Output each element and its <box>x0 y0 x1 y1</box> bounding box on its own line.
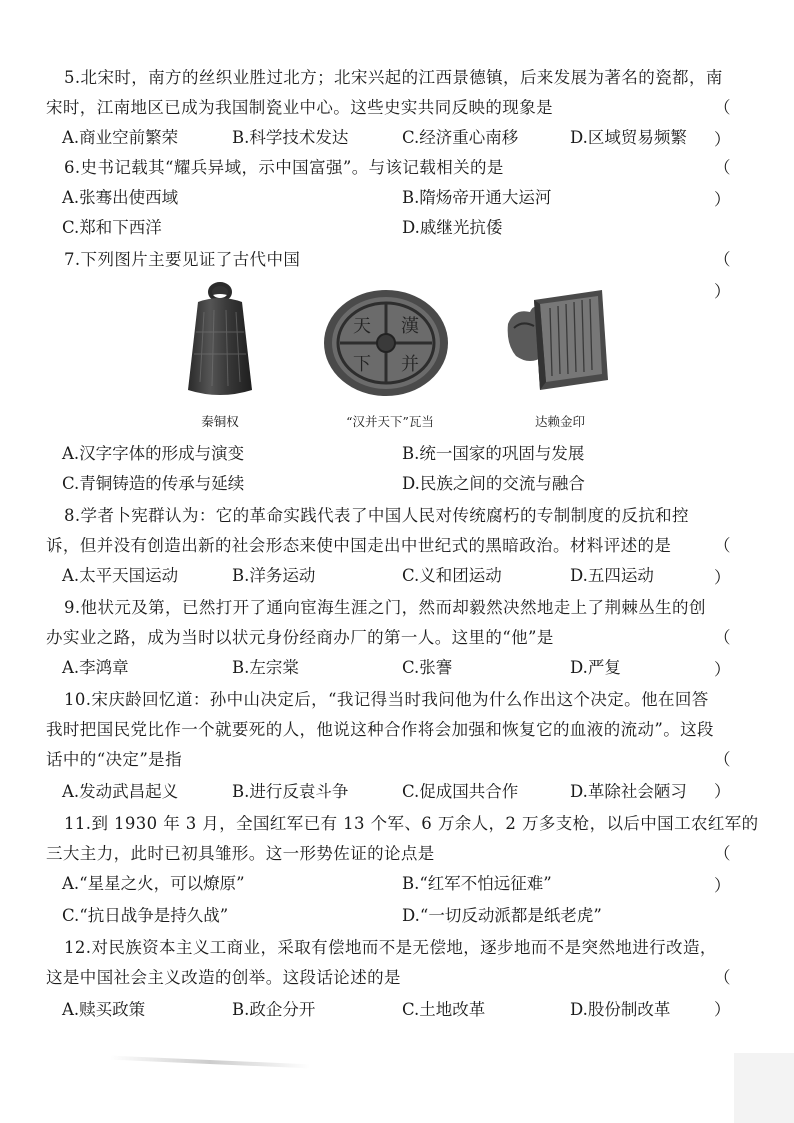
q10-stem-line3: 话中的“决定”是指 <box>46 750 182 769</box>
scan-smudge <box>110 1056 310 1069</box>
q8-stem-line1: 8.学者卜宪群认为：它的革命实践代表了中国人民对传统腐朽的专制制度的反抗和控 <box>64 506 689 525</box>
q10-stem-line1: 10.宋庆龄回忆道：孙中山决定后，“我记得当时我问他为什么作出这个决定。他在回答 <box>64 690 709 709</box>
q10-option-a: A.发动武昌起义 <box>62 782 179 801</box>
q7-option-c: C.青铜铸造的传承与延续 <box>62 474 245 493</box>
q6-option-a: A.张骞出使西域 <box>62 188 179 207</box>
q11-option-b: B.“红军不怕远征难” <box>402 874 552 893</box>
q9-option-c: C.张謇 <box>402 658 453 677</box>
q11-stem-line1: 11.到 1930 年 3 月，全国红军已有 13 个军、6 万余人，2 万多支枪，以后中国工农红军的 <box>64 814 759 833</box>
qin-bronze-weight-image <box>180 282 260 400</box>
q12-option-d: D.股份制改革 <box>570 1000 671 1019</box>
q11-option-a: A.“星星之火，可以燎原” <box>62 874 245 893</box>
q5-option-a: A.商业空前繁荣 <box>62 128 179 147</box>
q5-option-c: C.经济重心南移 <box>402 128 519 147</box>
q9-option-a: A.李鸿章 <box>62 658 129 677</box>
q11-stem-line2: 三大主力，此时已初具雏形。这一形势佐证的论点是 <box>46 844 435 863</box>
tile-char-xia: 下 <box>353 354 371 375</box>
tile-char-bing: 并 <box>401 354 419 375</box>
q12-stem-line1: 12.对民族资本主义工商业，采取有偿地而不是无偿地，逐步地而不是突然地进行改造， <box>64 938 717 957</box>
q8-option-a: A.太平天国运动 <box>62 566 179 585</box>
q9-option-b: B.左宗棠 <box>232 658 299 677</box>
q5-option-d: D.区域贸易频繁 <box>570 128 687 147</box>
q10-stem-line2: 我时把国民党比作一个就要死的人，他说这种合作将会加强和恢复它的血液的流动”。这段 <box>46 720 714 739</box>
q12-option-c: C.土地改革 <box>402 1000 486 1019</box>
q8-stem-line2: 诉，但并没有创造出新的社会形态来使中国走出中世纪式的黑暗政治。材料评述的是 <box>46 536 672 555</box>
q11-option-d: D.“一切反动派都是纸老虎” <box>402 906 602 925</box>
q10-option-b: B.进行反袁斗争 <box>232 782 349 801</box>
q11-answer-bracket: （ ） <box>714 844 759 895</box>
q6-option-b: B.隋炀帝开通大运河 <box>402 188 552 207</box>
q9-option-d: D.严复 <box>570 658 621 677</box>
q11-option-c: C.“抗日战争是持久战” <box>62 906 229 925</box>
caption-qin-bronze-weight: 秦铜权 <box>201 414 239 429</box>
q10-answer-bracket: （ ） <box>714 750 759 801</box>
q9-answer-bracket: （ ） <box>714 628 759 679</box>
q9-stem-line1: 9.他状元及第，已然打开了通向宦海生涯之门，然而却毅然决然地走上了荆棘丛生的创 <box>64 598 706 617</box>
q12-answer-bracket: （ ） <box>714 968 759 1019</box>
q8-option-c: C.义和团运动 <box>402 566 502 585</box>
tile-char-han: 漢 <box>401 316 419 337</box>
q6-answer-bracket: （ ） <box>714 158 759 209</box>
q7-answer-bracket: （ ） <box>714 250 759 301</box>
q7-option-d: D.民族之间的交流与融合 <box>402 474 585 493</box>
caption-dalai-gold-seal: 达赖金印 <box>534 414 585 429</box>
q12-option-a: A.赎买政策 <box>62 1000 146 1019</box>
q12-stem-line2: 这是中国社会主义改造的创举。这段话论述的是 <box>46 968 401 987</box>
dalai-gold-seal-image <box>500 284 612 400</box>
q5-answer-bracket: （ ） <box>714 98 759 149</box>
q5-stem-line1: 5.北宋时，南方的丝织业胜过北方；北宋兴起的江西景德镇，后来发展为著名的瓷都，南 <box>64 68 723 87</box>
scan-corner-shade <box>734 1053 794 1123</box>
q5-option-b: B.科学技术发达 <box>232 128 349 147</box>
q8-option-d: D.五四运动 <box>570 566 654 585</box>
q10-option-c: C.促成国共合作 <box>402 782 519 801</box>
q10-option-d: D.革除社会陋习 <box>570 782 687 801</box>
q7-stem: 7.下列图片主要见证了古代中国 <box>64 250 301 269</box>
q12-option-b: B.政企分开 <box>232 1000 316 1019</box>
caption-han-tile-end: “汉并天下”瓦当 <box>346 414 434 429</box>
q6-stem: 6.史书记载其“耀兵异域，示中国富强”。与该记载相关的是 <box>64 158 504 177</box>
q5-stem-line2: 宋时，江南地区已成为我国制瓷业中心。这些史实共同反映的现象是 <box>46 98 553 117</box>
q6-option-d: D.戚继光抗倭 <box>402 218 503 237</box>
tile-char-tian: 天 <box>353 316 371 337</box>
q9-stem-line2: 办实业之路，成为当时以状元身份经商办厂的第一人。这里的“他”是 <box>46 628 554 647</box>
q7-option-b: B.统一国家的巩固与发展 <box>402 444 585 463</box>
han-tile-end-image <box>322 288 450 398</box>
q8-answer-bracket: （ ） <box>714 536 759 587</box>
q8-option-b: B.洋务运动 <box>232 566 316 585</box>
q7-option-a: A.汉字字体的形成与演变 <box>62 444 245 463</box>
q6-option-c: C.郑和下西洋 <box>62 218 162 237</box>
